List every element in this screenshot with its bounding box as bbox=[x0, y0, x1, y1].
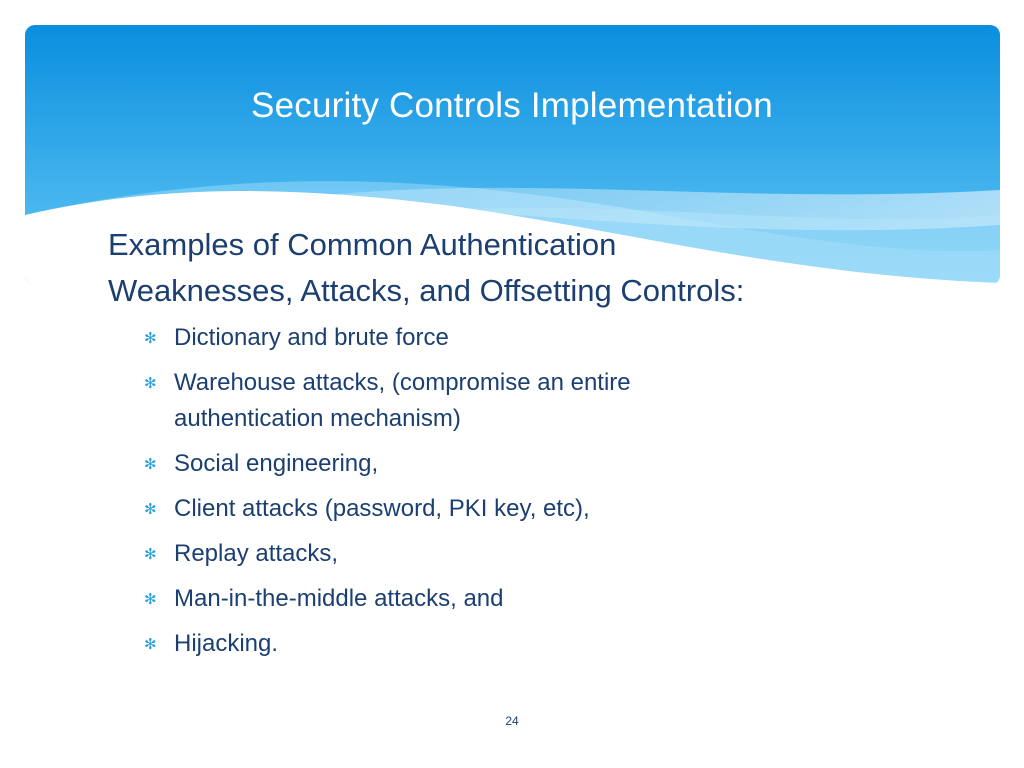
slide-title: Security Controls Implementation bbox=[251, 86, 773, 125]
list-item-text: Replay attacks, bbox=[174, 540, 339, 567]
section-heading-line-2: Weaknesses, Attacks, and Offsetting Controls: bbox=[108, 273, 745, 308]
page-number: 24 bbox=[505, 714, 519, 728]
section-heading bbox=[108, 222, 968, 314]
asterisk-bullet-icon: ✻ bbox=[144, 591, 157, 608]
section-heading-line-1: Examples of Common Authentication bbox=[108, 227, 617, 262]
list-item bbox=[144, 365, 968, 437]
asterisk-bullet-icon: ✻ bbox=[144, 456, 157, 473]
asterisk-bullet-icon: ✻ bbox=[144, 636, 157, 653]
list-item-text-continued: authentication mechanism) bbox=[174, 405, 461, 432]
list-item bbox=[144, 446, 968, 482]
attack-list bbox=[108, 320, 968, 662]
list-item-text: Dictionary and brute force bbox=[174, 324, 449, 351]
list-item-text: Client attacks (password, PKI key, etc), bbox=[174, 495, 590, 522]
list-item bbox=[144, 626, 968, 662]
asterisk-bullet-icon: ✻ bbox=[144, 375, 157, 392]
asterisk-bullet-icon: ✻ bbox=[144, 501, 157, 518]
list-item bbox=[144, 491, 968, 527]
slide-body bbox=[108, 222, 968, 671]
list-item-text: Warehouse attacks, (compromise an entire bbox=[174, 369, 631, 396]
list-item bbox=[144, 320, 968, 356]
list-item-text: Hijacking. bbox=[174, 630, 279, 657]
list-item bbox=[144, 536, 968, 572]
list-item bbox=[144, 581, 968, 617]
list-item-text: Social engineering, bbox=[174, 450, 379, 477]
list-item-text: Man-in-the-middle attacks, and bbox=[174, 585, 504, 612]
asterisk-bullet-icon: ✻ bbox=[144, 330, 157, 347]
asterisk-bullet-icon: ✻ bbox=[144, 546, 157, 563]
